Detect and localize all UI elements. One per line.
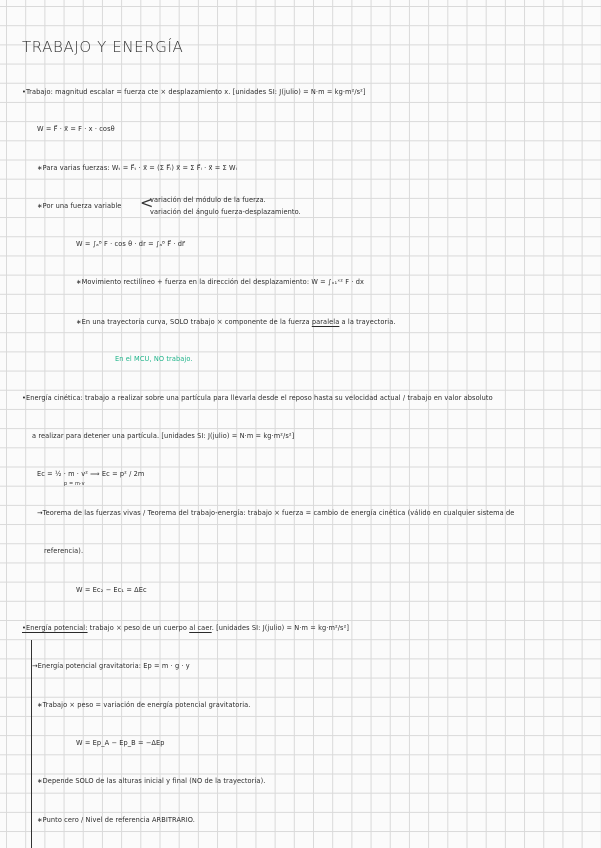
cinetica-formula: Ec = ½ · m · v² ⟹ Ec = p² / 2m: [37, 470, 145, 478]
section-bracket: [31, 640, 32, 848]
trabajo-definition: •Trabajo: magnitud escalar = fuerza cte × desplazamiento x. [unidades SI: J(julio) = N·m = kg·m²/s²]: [22, 88, 366, 96]
fuerza-variable: ∗Por una fuerza variable: [37, 202, 122, 210]
teorema-fuerzas-vivas-1: →Teorema de las fuerzas vivas / Teorema del trabajo-energía: trabajo × fuerza = cambio de energía cinética (válido en cualquier sistema de: [37, 509, 515, 517]
cinetica-formula-note: p = m·v: [64, 481, 85, 487]
trabajo-peso: ∗Trabajo × peso = variación de energía potencial gravitatoria.: [37, 701, 251, 709]
depende-alturas: ∗Depende SOLO de las alturas inicial y final (NO de la trayectoria).: [37, 777, 266, 785]
trayectoria-curva: ∗En una trayectoria curva, SOLO trabajo × componente de la fuerza paralela a la trayectoria.: [76, 318, 396, 326]
varias-fuerzas: ∗Para varias fuerzas: Wₜ = F⃗ₜ · x⃗ = (Σ F⃗ᵢ) x⃗ = Σ F⃗ᵢ · x⃗ = Σ Wᵢ: [37, 164, 237, 172]
trabajo-formula: W = F⃗ · x⃗ = F · x · cosθ: [37, 125, 115, 133]
mcu-note: En el MCU, NO trabajo.: [115, 355, 193, 363]
potencial-gravitatoria: →Energía potencial gravitatoria: Ep = m · g · y: [32, 662, 190, 670]
teorema-fuerzas-vivas-2: referencia).: [44, 547, 84, 555]
teorema-formula: W = Ec₂ − Ec₁ = ΔEc: [76, 586, 147, 594]
fuerza-variable-opt1: variación del módulo de la fuerza.: [150, 196, 266, 204]
punto-cero: ∗Punto cero / Nivel de referencia ARBITRARIO.: [37, 816, 195, 824]
page-title: TRABAJO Y ENERGÍA: [22, 38, 184, 56]
potencial-formula: W = Ep_A − Ep_B = −ΔEp: [76, 739, 165, 747]
fuerza-variable-opt2: variación del ángulo fuerza-desplazamiento.: [150, 208, 301, 216]
cinetica-def-2: a realizar para detener una partícula. [unidades SI: J(julio) = N·m = kg·m²/s²]: [32, 432, 295, 440]
brace-icon: <: [140, 193, 154, 212]
potencial-definition: •Energía potencial: trabajo × peso de un cuerpo al caer. [unidades SI: J(julio) = N·m = kg·m²/s²]: [22, 624, 350, 632]
rectilineo: ∗Movimiento rectilíneo + fuerza en la dirección del desplazamiento: W = ∫ₓ₁ˣ² F · dx: [76, 278, 365, 286]
cinetica-def-1: •Energía cinética: trabajo a realizar sobre una partícula para llevarla desde el reposo hasta su velocidad actual / trabajo en valor absoluto: [22, 394, 493, 402]
integral-formula: W = ∫ₐᴮ F · cos θ · dr = ∫ₐᴮ F⃗ · dr⃗: [76, 240, 185, 248]
